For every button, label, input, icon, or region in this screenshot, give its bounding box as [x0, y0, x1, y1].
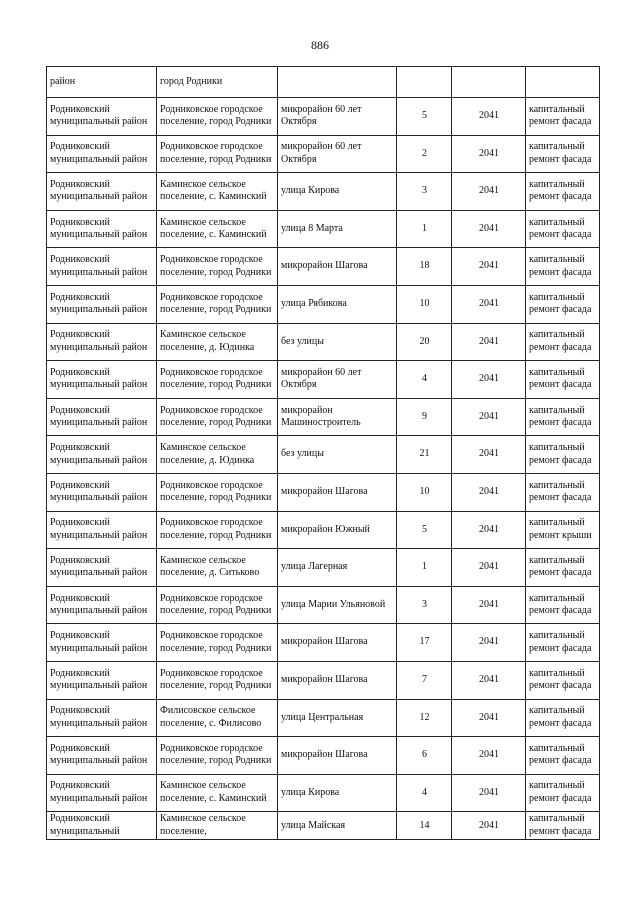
year-cell: 2041: [452, 473, 526, 511]
district-cell: Родниковский муниципальный район: [47, 248, 157, 286]
street-cell: без улицы: [278, 323, 397, 361]
street-cell: микрорайон 60 лет Октября: [278, 135, 397, 173]
settlement-cell: Каминское сельское поселение, д. Юдинка: [157, 436, 278, 474]
work-cell: капитальный ремонт фасада: [526, 361, 600, 399]
settlement-cell: Родниковское городское поселение, город Родники: [157, 737, 278, 775]
settlement-cell: город Родники: [157, 67, 278, 98]
year-cell: 2041: [452, 135, 526, 173]
house-cell: 17: [397, 624, 452, 662]
work-cell: капитальный ремонт фасада: [526, 774, 600, 812]
work-cell: капитальный ремонт фасада: [526, 323, 600, 361]
district-cell: Родниковский муниципальный район: [47, 699, 157, 737]
work-cell: [526, 67, 600, 98]
district-cell: Родниковский муниципальный район: [47, 398, 157, 436]
settlement-cell: Родниковское городское поселение, город Родники: [157, 135, 278, 173]
year-cell: 2041: [452, 511, 526, 549]
settlement-cell: Филисовское сельское поселение, с. Филисово: [157, 699, 278, 737]
district-cell: Родниковский муниципальный район: [47, 737, 157, 775]
work-cell: капитальный ремонт фасада: [526, 812, 600, 840]
street-cell: микрорайон Шагова: [278, 737, 397, 775]
work-cell: капитальный ремонт фасада: [526, 98, 600, 136]
house-cell: 12: [397, 699, 452, 737]
district-cell: Родниковский муниципальный район: [47, 661, 157, 699]
table-row: [47, 135, 600, 173]
street-cell: без улицы: [278, 436, 397, 474]
table-row-continued: [47, 67, 600, 98]
year-cell: 2041: [452, 549, 526, 587]
district-cell: Родниковский муниципальный район: [47, 624, 157, 662]
street-cell: улица Майская: [278, 812, 397, 840]
year-cell: [452, 67, 526, 98]
year-cell: 2041: [452, 661, 526, 699]
district-cell: Родниковский муниципальный район: [47, 511, 157, 549]
settlement-cell: Каминское сельское поселение, д. Юдинка: [157, 323, 278, 361]
table-row: [47, 98, 600, 136]
house-cell: 4: [397, 361, 452, 399]
table-row: [47, 812, 600, 840]
table-row: [47, 248, 600, 286]
work-cell: капитальный ремонт фасада: [526, 135, 600, 173]
page-number: 886: [311, 38, 329, 52]
table-row: [47, 210, 600, 248]
year-cell: 2041: [452, 737, 526, 775]
settlement-cell: Родниковское городское поселение, город Родники: [157, 473, 278, 511]
work-cell: капитальный ремонт фасада: [526, 398, 600, 436]
street-cell: улица Центральная: [278, 699, 397, 737]
table-row: [47, 661, 600, 699]
table-row: [47, 436, 600, 474]
table-row: [47, 323, 600, 361]
settlement-cell: Каминское сельское поселение,: [157, 812, 278, 840]
house-cell: 2: [397, 135, 452, 173]
table-row: [47, 473, 600, 511]
district-cell: Родниковский муниципальный район: [47, 436, 157, 474]
settlement-cell: Родниковское городское поселение, город Родники: [157, 398, 278, 436]
settlement-cell: Родниковское городское поселение, город Родники: [157, 661, 278, 699]
district-cell: Родниковский муниципальный район: [47, 473, 157, 511]
house-cell: 1: [397, 549, 452, 587]
district-cell: Родниковский муниципальный район: [47, 586, 157, 624]
year-cell: 2041: [452, 361, 526, 399]
house-cell: 4: [397, 774, 452, 812]
street-cell: микрорайон Южный: [278, 511, 397, 549]
house-cell: 10: [397, 473, 452, 511]
year-cell: 2041: [452, 812, 526, 840]
house-cell: 3: [397, 173, 452, 211]
table-row: [47, 624, 600, 662]
year-cell: 2041: [452, 285, 526, 323]
table-row: [47, 737, 600, 775]
table-row: [47, 361, 600, 399]
street-cell: микрорайон Шагова: [278, 473, 397, 511]
house-cell: [397, 67, 452, 98]
table-row: [47, 511, 600, 549]
street-cell: микрорайон 60 лет Октября: [278, 98, 397, 136]
street-cell: микрорайон 60 лет Октября: [278, 361, 397, 399]
street-cell: улица Кирова: [278, 774, 397, 812]
work-cell: капитальный ремонт фасада: [526, 285, 600, 323]
house-cell: 20: [397, 323, 452, 361]
street-cell: улица Марии Ульяновой: [278, 586, 397, 624]
year-cell: 2041: [452, 398, 526, 436]
work-cell: капитальный ремонт фасада: [526, 473, 600, 511]
work-cell: капитальный ремонт фасада: [526, 210, 600, 248]
work-cell: капитальный ремонт фасада: [526, 661, 600, 699]
year-cell: 2041: [452, 173, 526, 211]
settlement-cell: Каминское сельское поселение, д. Ситьково: [157, 549, 278, 587]
year-cell: 2041: [452, 699, 526, 737]
settlement-cell: Родниковское городское поселение, город Родники: [157, 285, 278, 323]
house-cell: 9: [397, 398, 452, 436]
district-cell: Родниковский муниципальный район: [47, 549, 157, 587]
work-cell: капитальный ремонт фасада: [526, 436, 600, 474]
street-cell: микрорайон Шагова: [278, 624, 397, 662]
house-cell: 7: [397, 661, 452, 699]
street-cell: микрорайон Шагова: [278, 248, 397, 286]
year-cell: 2041: [452, 624, 526, 662]
work-cell: капитальный ремонт фасада: [526, 699, 600, 737]
work-cell: капитальный ремонт фасада: [526, 624, 600, 662]
district-cell: Родниковский муниципальный район: [47, 135, 157, 173]
year-cell: 2041: [452, 436, 526, 474]
street-cell: улица 8 Марта: [278, 210, 397, 248]
year-cell: 2041: [452, 323, 526, 361]
work-cell: капитальный ремонт фасада: [526, 248, 600, 286]
settlement-cell: Родниковское городское поселение, город Родники: [157, 624, 278, 662]
street-cell: улица Лагерная: [278, 549, 397, 587]
district-cell: Родниковский муниципальный район: [47, 98, 157, 136]
street-cell: улица Рябикова: [278, 285, 397, 323]
street-cell: [278, 67, 397, 98]
district-cell: Родниковский муниципальный район: [47, 210, 157, 248]
house-cell: 5: [397, 511, 452, 549]
district-cell: Родниковский муниципальный район: [47, 285, 157, 323]
year-cell: 2041: [452, 210, 526, 248]
district-cell: Родниковский муниципальный район: [47, 361, 157, 399]
table-row: [47, 586, 600, 624]
house-cell: 3: [397, 586, 452, 624]
house-cell: 6: [397, 737, 452, 775]
house-cell: 5: [397, 98, 452, 136]
year-cell: 2041: [452, 248, 526, 286]
street-cell: микрорайон Машиностроитель: [278, 398, 397, 436]
work-cell: капитальный ремонт фасада: [526, 549, 600, 587]
table-row: [47, 549, 600, 587]
settlement-cell: Каминское сельское поселение, с. Каминский: [157, 173, 278, 211]
house-cell: 1: [397, 210, 452, 248]
work-cell: капитальный ремонт крыши: [526, 511, 600, 549]
settlement-cell: Родниковское городское поселение, город Родники: [157, 586, 278, 624]
district-cell: Родниковский муниципальный район: [47, 173, 157, 211]
table-row: [47, 699, 600, 737]
work-cell: капитальный ремонт фасада: [526, 737, 600, 775]
district-cell: Родниковский муниципальный район: [47, 323, 157, 361]
settlement-cell: Родниковское городское поселение, город Родники: [157, 98, 278, 136]
street-cell: улица Кирова: [278, 173, 397, 211]
year-cell: 2041: [452, 586, 526, 624]
table-row: [47, 774, 600, 812]
settlement-cell: Родниковское городское поселение, город Родники: [157, 248, 278, 286]
settlement-cell: Родниковское городское поселение, город Родники: [157, 511, 278, 549]
house-cell: 18: [397, 248, 452, 286]
house-cell: 14: [397, 812, 452, 840]
house-cell: 21: [397, 436, 452, 474]
settlement-cell: Каминское сельское поселение, с. Каминский: [157, 774, 278, 812]
district-cell: Родниковский муниципальный район: [47, 774, 157, 812]
district-cell: район: [47, 67, 157, 98]
table-row: [47, 398, 600, 436]
year-cell: 2041: [452, 774, 526, 812]
year-cell: 2041: [452, 98, 526, 136]
housing-repair-table: [46, 66, 600, 840]
table-row: [47, 173, 600, 211]
work-cell: капитальный ремонт фасада: [526, 586, 600, 624]
settlement-cell: Каминское сельское поселение, с. Каминский: [157, 210, 278, 248]
table-row: [47, 285, 600, 323]
house-cell: 10: [397, 285, 452, 323]
district-cell: Родниковский муниципальный: [47, 812, 157, 840]
work-cell: капитальный ремонт фасада: [526, 173, 600, 211]
settlement-cell: Родниковское городское поселение, город Родники: [157, 361, 278, 399]
street-cell: микрорайон Шагова: [278, 661, 397, 699]
